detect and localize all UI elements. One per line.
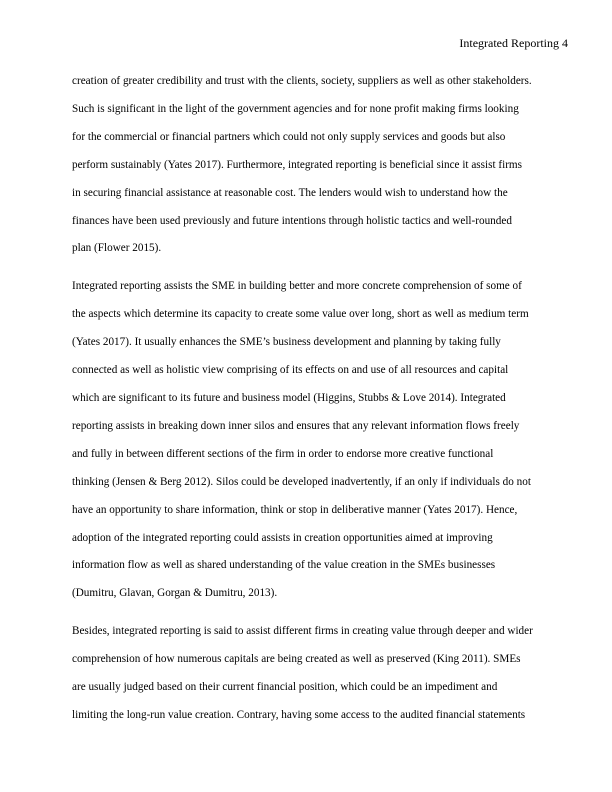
text-line: for the commercial or financial partners which could not only supply services and goods but also bbox=[72, 130, 506, 143]
running-head: Integrated Reporting 4 bbox=[459, 36, 568, 50]
text-line: limiting the long-run value creation. Contrary, having some access to the audited financial statements bbox=[72, 708, 526, 721]
paragraph-3 bbox=[72, 618, 572, 730]
text-line: reporting assists in breaking down inner silos and ensures that any relevant information flows freely bbox=[72, 419, 520, 432]
text-line: have an opportunity to share information, think or stop in deliberative manner (Yates 2017). Hence, bbox=[72, 503, 518, 516]
text-line: in securing financial assistance at reasonable cost. The lenders would wish to understand how the bbox=[72, 186, 508, 199]
text-line: Integrated reporting assists the SME in building better and more concrete comprehension of some of bbox=[72, 280, 522, 293]
text-line: thinking (Jensen & Berg 2012). Silos could be developed inadvertently, if an only if individuals do not bbox=[72, 475, 531, 488]
text-line: which are significant to its future and business model (Higgins, Stubbs & Love 2014). Integrated bbox=[72, 391, 506, 404]
paragraph-2 bbox=[72, 273, 572, 608]
text-line: plan (Flower 2015). bbox=[72, 242, 162, 255]
text-line: adoption of the integrated reporting could assists in creation opportunities aimed at improving bbox=[72, 531, 493, 544]
text-line: creation of greater credibility and trust with the clients, society, suppliers as well as other stakeholders. bbox=[72, 75, 532, 87]
text-line: the aspects which determine its capacity to create some value over long, short as well as medium term bbox=[72, 308, 529, 321]
text-line: Besides, integrated reporting is said to assist different firms in creating value through deeper and wider bbox=[72, 625, 533, 638]
paragraph-1 bbox=[72, 68, 572, 263]
text-line: Such is significant in the light of the government agencies and for none profit making firms looking bbox=[72, 102, 519, 115]
text-line: information flow as well as shared understanding of the value creation in the SMEs businesses bbox=[72, 559, 496, 572]
text-line: connected as well as holistic view comprising of its effects on and use of all resources and capital bbox=[72, 364, 509, 377]
text-line: comprehension of how numerous capitals are being created as well as preserved (King 2011). SMEs bbox=[72, 653, 521, 666]
text-line: finances have been used previously and future intentions through holistic tactics and well-rounded bbox=[72, 214, 512, 227]
text-line: are usually judged based on their current financial position, which could be an impediment and bbox=[72, 681, 498, 694]
text-line: and fully in between different sections of the firm in order to endorse more creative functional bbox=[72, 447, 494, 460]
text-line: (Dumitru, Glavan, Gorgan & Dumitru, 2013). bbox=[72, 587, 278, 600]
body-text bbox=[72, 68, 572, 740]
text-line: (Yates 2017). It usually enhances the SME’s business development and planning by taking fully bbox=[72, 336, 501, 349]
text-line: perform sustainably (Yates 2017). Furthermore, integrated reporting is beneficial since it assist firms bbox=[72, 158, 522, 171]
